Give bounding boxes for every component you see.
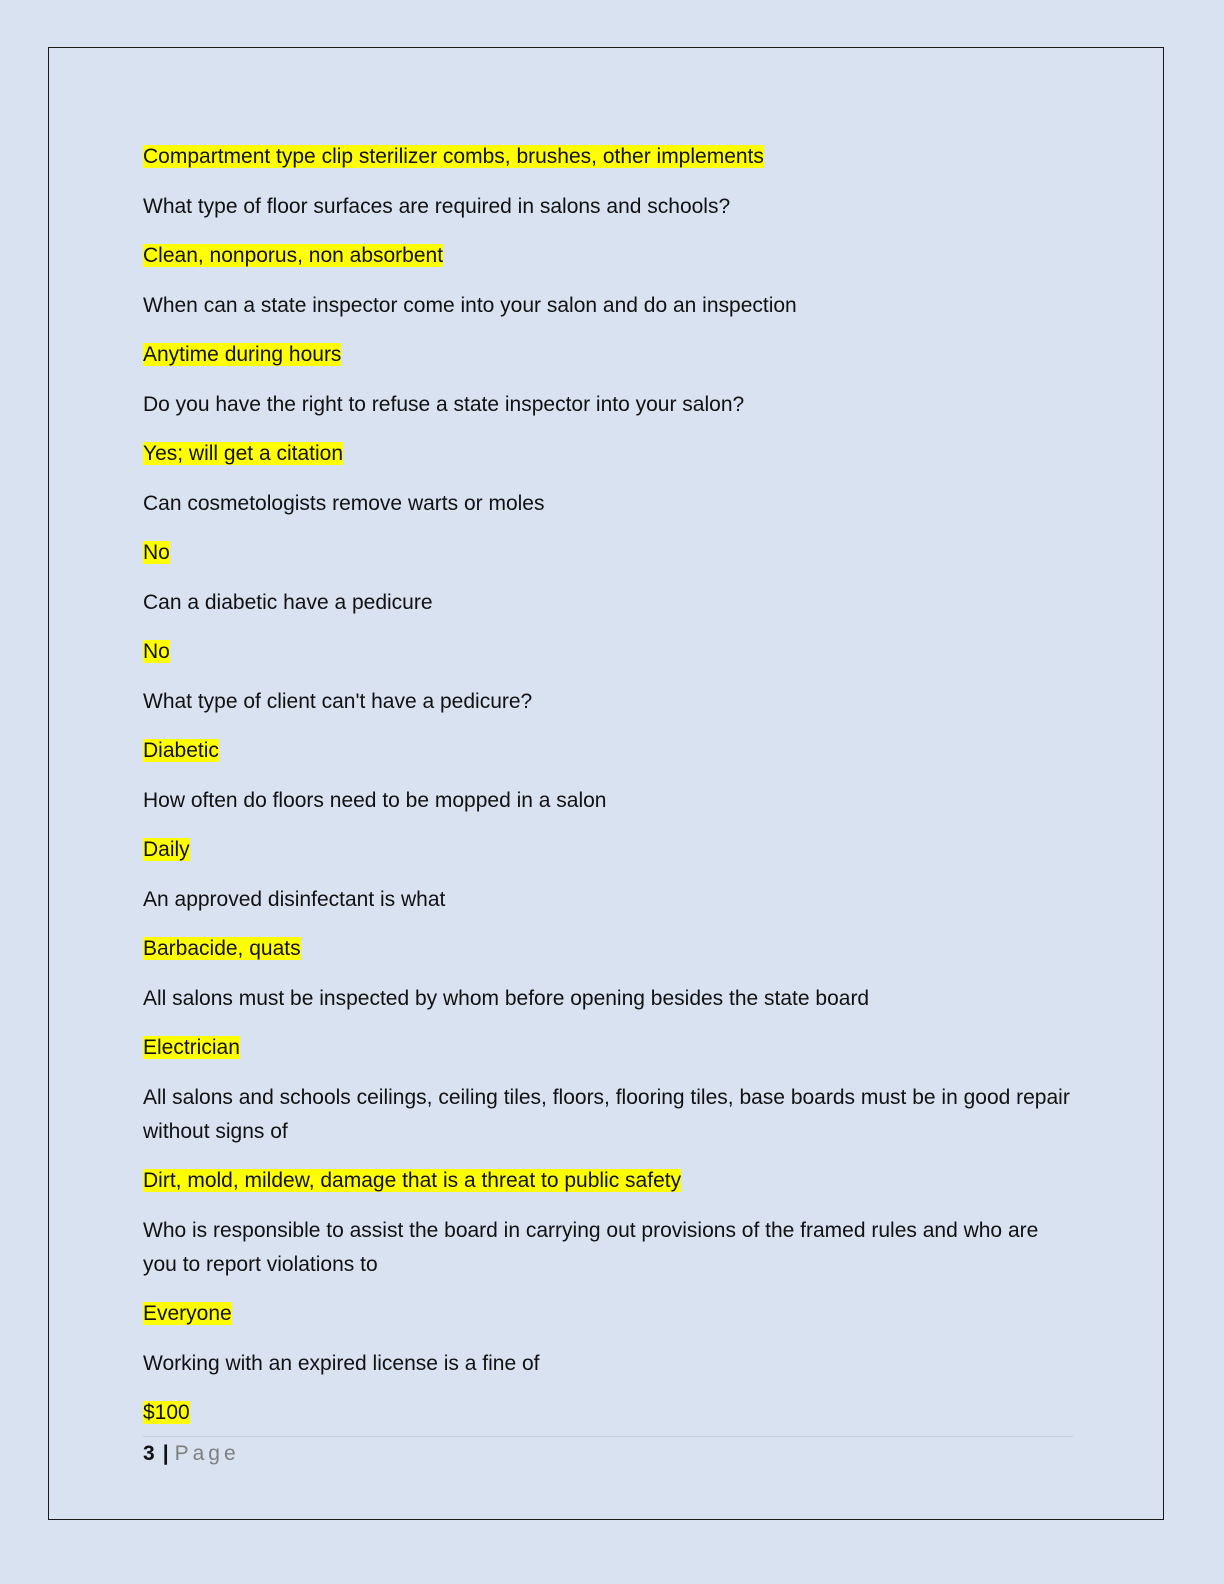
question-line: [143, 1081, 1073, 1149]
answer-line: [143, 932, 1073, 966]
footer-divider: [143, 1436, 1073, 1437]
answer-text: Diabetic: [143, 739, 219, 762]
answer-line: [143, 140, 1073, 174]
answer-text: Anytime during hours: [143, 343, 342, 366]
question-text: Working with an expired license is a fine of: [143, 1351, 540, 1375]
question-line: [143, 883, 1073, 917]
question-line: [143, 1347, 1073, 1381]
answer-text: Compartment type clip sterilizer combs, brushes, other implements: [143, 145, 764, 168]
answer-text: $100: [143, 1401, 190, 1424]
question-text: Do you have the right to refuse a state inspector into your salon?: [143, 392, 745, 416]
answer-text: Yes; will get a citation: [143, 442, 344, 465]
answer-text: Electrician: [143, 1036, 240, 1059]
question-line: [143, 1214, 1073, 1282]
answer-text: No: [143, 640, 170, 663]
answer-text: Clean, nonporus, non absorbent: [143, 244, 444, 267]
question-line: [143, 586, 1073, 620]
answer-line: [143, 338, 1073, 372]
answer-line: [143, 1164, 1073, 1198]
question-text: An approved disinfectant is what: [143, 887, 446, 911]
answer-text: No: [143, 541, 170, 564]
page-number: 3: [143, 1442, 155, 1465]
question-text: All salons and schools ceilings, ceiling tiles, floors, flooring tiles, base boards must be in good repair without signs of: [143, 1085, 1070, 1143]
question-line: [143, 289, 1073, 323]
question-text: Can a diabetic have a pedicure: [143, 590, 433, 614]
answer-line: [143, 536, 1073, 570]
footer-separator: |: [162, 1442, 169, 1465]
question-text: Who is responsible to assist the board in carrying out provisions of the framed rules and who are you to report violations to: [143, 1218, 1039, 1276]
question-text: How often do floors need to be mopped in a salon: [143, 788, 607, 812]
question-line: [143, 388, 1073, 422]
question-text: What type of floor surfaces are required in salons and schools?: [143, 194, 731, 218]
answer-text: Daily: [143, 838, 190, 861]
answer-text: Barbacide, quats: [143, 937, 301, 960]
answer-line: [143, 833, 1073, 867]
question-line: [143, 190, 1073, 224]
question-line: [143, 685, 1073, 719]
question-line: [143, 487, 1073, 521]
question-text: All salons must be inspected by whom before opening besides the state board: [143, 986, 870, 1010]
answer-line: [143, 239, 1073, 273]
question-line: [143, 982, 1073, 1016]
question-text: What type of client can't have a pedicure?: [143, 689, 533, 713]
page-footer: [143, 1440, 240, 1468]
answer-line: [143, 734, 1073, 768]
page-label: Page: [174, 1442, 240, 1465]
answer-line: [143, 1031, 1073, 1065]
question-text: Can cosmetologists remove warts or moles: [143, 491, 545, 515]
question-text: When can a state inspector come into your salon and do an inspection: [143, 293, 797, 317]
answer-line: [143, 437, 1073, 471]
answer-text: Everyone: [143, 1302, 232, 1325]
answer-line: [143, 1297, 1073, 1331]
document-body: [143, 140, 1073, 1446]
answer-text: Dirt, mold, mildew, damage that is a threat to public safety: [143, 1169, 682, 1192]
answer-line: [143, 1396, 1073, 1430]
question-line: [143, 784, 1073, 818]
answer-line: [143, 635, 1073, 669]
